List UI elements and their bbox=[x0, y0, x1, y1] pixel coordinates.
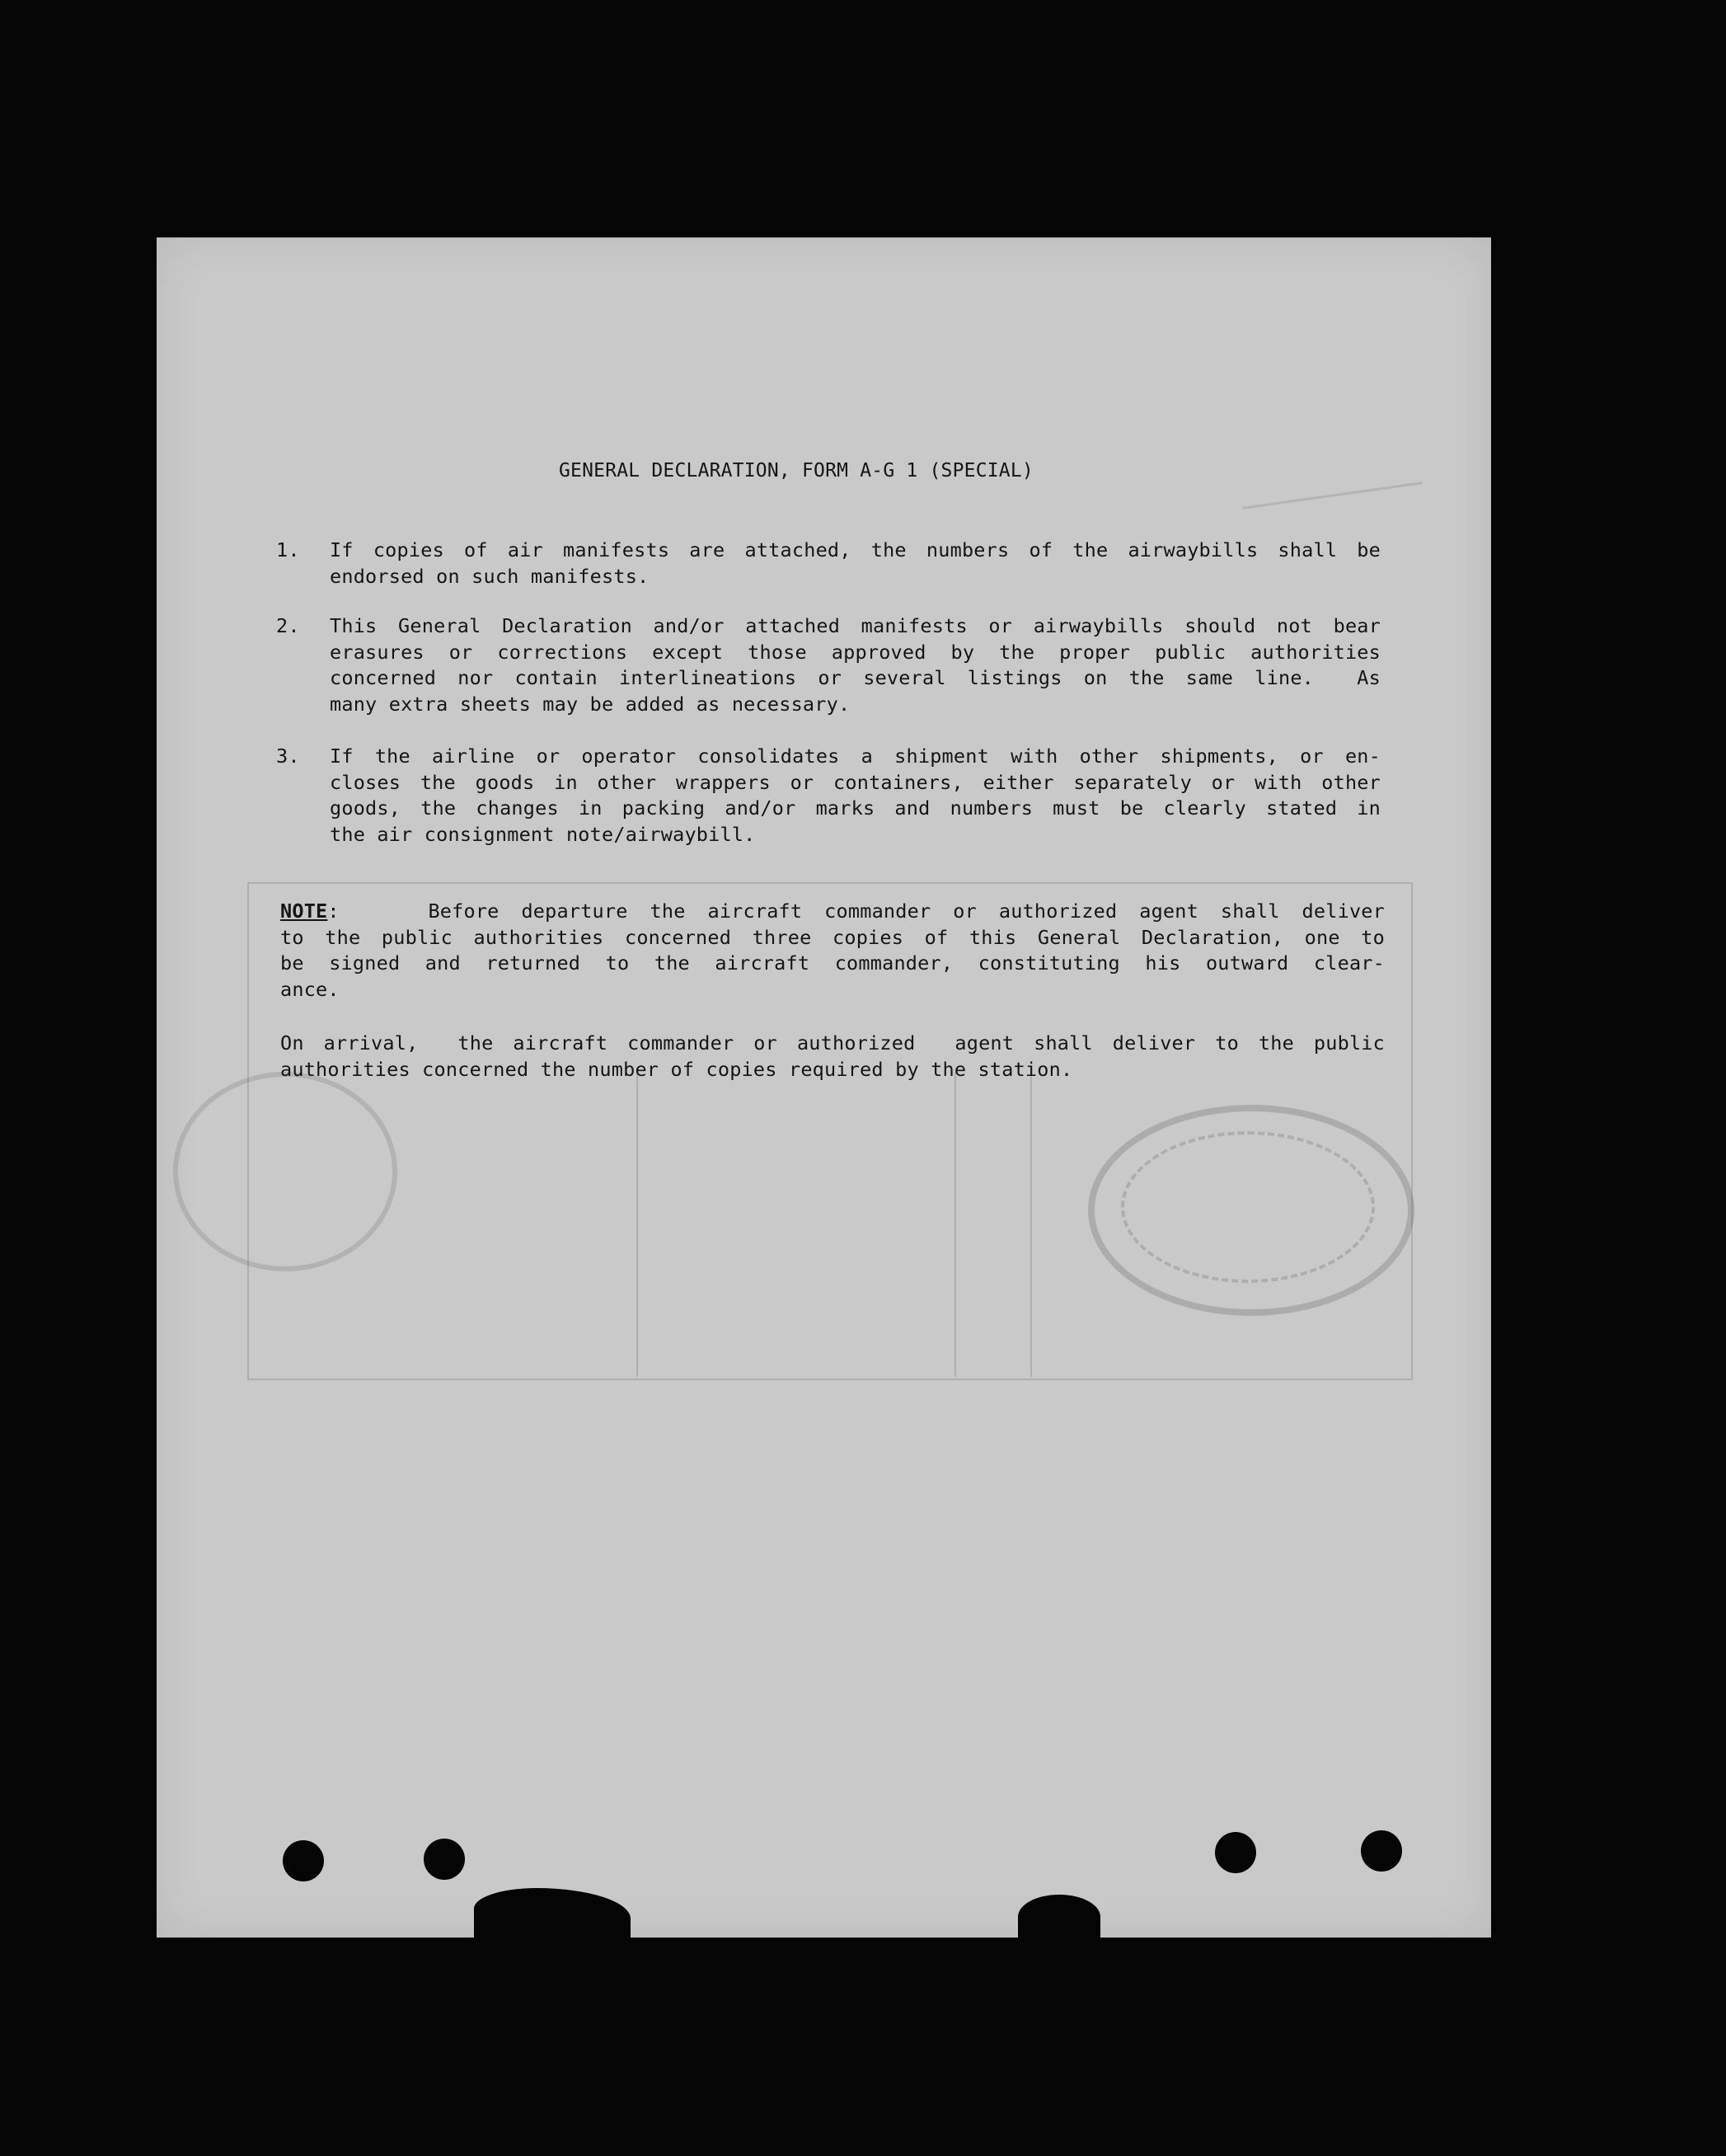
punch-hole bbox=[1361, 1830, 1402, 1872]
item-text bbox=[330, 613, 1381, 717]
arrival-paragraph bbox=[280, 1031, 1385, 1083]
item-number: 2. bbox=[276, 614, 300, 637]
item-line: endorsed on such manifests. bbox=[330, 564, 650, 588]
item-line: the air consignment note/airwaybill. bbox=[330, 822, 756, 846]
item-line: This General Declaration and/or attached manifests or airwaybills should not bear bbox=[330, 614, 1381, 637]
bleed-through-column-line bbox=[954, 1072, 956, 1377]
item-line: goods, the changes in packing and/or marks and numbers must be clearly stated in bbox=[330, 796, 1381, 820]
form-title: GENERAL DECLARATION, FORM A-G 1 (SPECIAL) bbox=[559, 460, 1034, 481]
bleed-through-column-line bbox=[1030, 1072, 1032, 1377]
note-label-colon: : bbox=[327, 900, 340, 923]
arrival-line: authorities concerned the number of copies required by the station. bbox=[280, 1057, 1073, 1081]
item-line: many extra sheets may be added as necessary. bbox=[330, 692, 851, 716]
punch-hole bbox=[424, 1839, 465, 1880]
note-line: be signed and returned to the aircraft commander, constituting his outward clear- bbox=[280, 951, 1385, 975]
bleed-through-column-line bbox=[636, 1072, 638, 1377]
item-line: closes the goods in other wrappers or containers, either separately or with other bbox=[330, 770, 1381, 794]
item-number: 1. bbox=[276, 538, 300, 561]
arrival-line: On arrival, the aircraft commander or authorized agent shall deliver to the public bbox=[280, 1031, 1385, 1055]
note-line: ance. bbox=[280, 977, 340, 1001]
item-line: If copies of air manifests are attached, the numbers of the airwaybills shall be bbox=[330, 538, 1381, 561]
torn-edge bbox=[1018, 1895, 1100, 1939]
round-stamp-mark bbox=[173, 1072, 397, 1271]
note-paragraph bbox=[280, 899, 1385, 1003]
note-first-line bbox=[280, 899, 1385, 925]
item-line: erasures or corrections except those approved by the proper public authorities bbox=[330, 640, 1381, 664]
item-text bbox=[330, 744, 1381, 848]
note-first-line-text: Before departure the aircraft commander or authorized agent shall deliver bbox=[339, 900, 1385, 923]
item-text bbox=[330, 538, 1381, 589]
note-line: to the public authorities concerned three copies of this General Declaration, one to bbox=[280, 925, 1385, 949]
note-label: NOTE bbox=[280, 900, 328, 923]
item-number: 3. bbox=[276, 745, 300, 768]
oval-stamp-inner-ring bbox=[1121, 1131, 1375, 1283]
punch-hole bbox=[283, 1840, 324, 1881]
item-line: If the airline or operator consolidates a shipment with other shipments, or en- bbox=[330, 745, 1381, 768]
item-line: concerned nor contain interlineations or several listings on the same line. As bbox=[330, 666, 1381, 689]
punch-hole bbox=[1215, 1832, 1256, 1873]
